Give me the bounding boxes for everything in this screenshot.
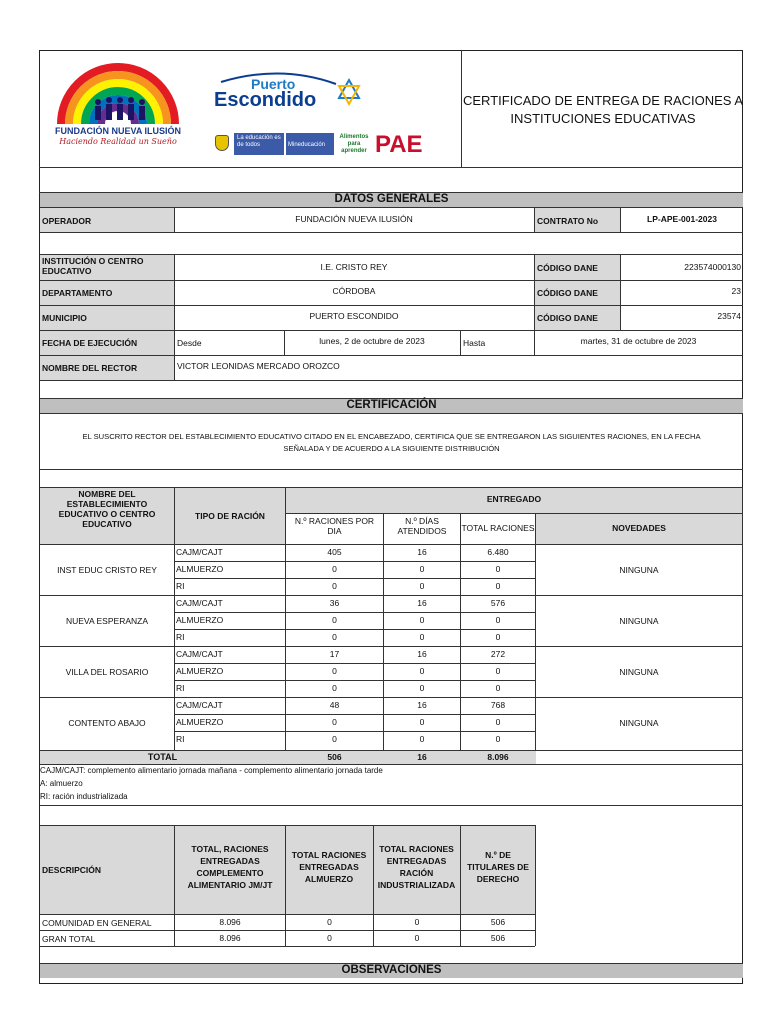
col-titulares: N.º DE TITULARES DE DERECHO: [467, 850, 529, 884]
puerto-escondido-logo: [211, 70, 371, 114]
contrato-value: LP-APE-001-2023: [647, 214, 717, 224]
row-separator: [175, 731, 535, 732]
establecimiento-name: VILLA DEL ROSARIO: [65, 667, 149, 677]
novedad-value: NINGUNA: [619, 565, 659, 575]
fundacion-logo: [53, 54, 183, 152]
row-separator: [175, 714, 535, 715]
col-tipo-racion: TIPO DE RACIÓN: [195, 511, 265, 521]
org-name: FUNDACIÓN NUEVA ILUSIÓN: [55, 126, 181, 136]
raciones-por-dia: 0: [332, 581, 337, 591]
tipo-racion: CAJM/CAJT: [176, 547, 223, 557]
institucion-label: INSTITUCIÓN O CENTRO EDUCATIVO: [42, 256, 144, 276]
raciones-por-dia: 0: [332, 666, 337, 676]
raciones-por-dia: 17: [329, 649, 340, 659]
header-bottom-line: [39, 167, 743, 168]
total-raciones-cell: 272: [490, 649, 506, 659]
desde-label: Desde: [177, 338, 202, 348]
codigo-dane-label-2: CÓDIGO DANE: [537, 288, 598, 298]
row-separator: [175, 578, 535, 579]
summary-desc-0: COMUNIDAD EN GENERAL: [42, 918, 152, 928]
alimentos-logo: Alimentos para aprender: [339, 134, 369, 154]
tipo-racion: CAJM/CAJT: [176, 649, 223, 659]
total-raciones-cell: 0: [495, 717, 501, 727]
rector-label: NOMBRE DEL RECTOR: [42, 363, 138, 373]
rainbow-icon: [53, 54, 183, 124]
colombia-shield-icon: [215, 135, 229, 151]
codigo-dane-label-3: CÓDIGO DANE: [537, 313, 598, 323]
row-separator: [175, 561, 535, 562]
codigo-dane-institucion: 223574000130: [684, 262, 741, 272]
total-raciones-cell: 6.480: [487, 547, 509, 557]
raciones-por-dia: 48: [329, 700, 340, 710]
mineducacion-text: Mineducación: [288, 142, 326, 148]
legend-line-3: RI: ración industrializada: [40, 792, 128, 801]
codigo-dane-label-1: CÓDIGO DANE: [537, 263, 598, 273]
doc-title-line1: CERTIFICADO DE ENTREGA DE RACIONES A: [463, 93, 744, 108]
dias-atendidos: 0: [419, 683, 425, 693]
row-separator: [175, 629, 535, 630]
row-separator: [175, 680, 535, 681]
establecimiento-name: INST EDUC CRISTO REY: [57, 565, 157, 575]
total-raciones-cell: 0: [495, 666, 501, 676]
legend-line-2: A: almuerzo: [40, 779, 83, 788]
col-total-raciones: TOTAL RACIONES: [461, 523, 535, 533]
summary-industrializada-1: 0: [414, 933, 420, 943]
org-tagline: Haciendo Realidad un Sueño: [59, 137, 177, 146]
desde-value: lunes, 2 de octubre de 2023: [319, 336, 425, 346]
codigo-dane-departamento: 23: [731, 286, 741, 296]
raciones-por-dia: 0: [332, 564, 337, 574]
group-separator: [40, 697, 743, 698]
col-establecimiento: NOMBRE DEL ESTABLECIMIENTO EDUCATIVO O CENTRO EDUCATIVO: [58, 489, 156, 529]
partner-logos: [211, 130, 431, 160]
col-entregado: ENTREGADO: [486, 494, 542, 504]
contrato-label: CONTRATO No: [537, 216, 599, 226]
operador-value: FUNDACIÓN NUEVA ILUSIÓN: [295, 214, 413, 224]
town-name-line2: Escondido: [214, 89, 317, 111]
dias-atendidos: 0: [419, 666, 425, 676]
total-label: TOTAL: [147, 752, 178, 762]
certificacion-text-line2: SEÑALADA Y DE ACUERDO A LA SIGUIENTE DISTRIBUCIÓN: [283, 444, 500, 453]
dias-atendidos: 16: [417, 700, 427, 710]
observaciones-header: OBSERVACIONES: [40, 964, 743, 978]
dias-atendidos: 16: [417, 547, 427, 557]
departamento-label: DEPARTAMENTO: [42, 288, 113, 298]
total-raciones-cell: 0: [495, 632, 501, 642]
group-separator: [40, 595, 743, 596]
total-por-dia: 506: [327, 752, 342, 762]
col-almuerzo: TOTAL RACIONES ENTREGADAS ALMUERZO: [291, 850, 367, 884]
row-separator: [175, 663, 535, 664]
dias-atendidos: 0: [419, 717, 425, 727]
summary-industrializada-0: 0: [414, 917, 420, 927]
legend-line-1: CAJM/CAJT: complemento alimentario jornada mañana - complemento alimentario jornada tarde: [40, 766, 383, 775]
fecha-label: FECHA DE EJECUCIÓN: [42, 338, 138, 348]
tipo-racion: RI: [176, 581, 185, 591]
raciones-por-dia: 0: [332, 734, 337, 744]
summary-almuerzo-1: 0: [327, 933, 332, 943]
town-name-line1: Puerto: [251, 76, 296, 92]
title-divider: [461, 50, 462, 167]
tipo-racion: RI: [176, 683, 185, 693]
total-raciones-cell: 768: [490, 700, 506, 710]
tipo-racion: CAJM/CAJT: [176, 598, 223, 608]
novedad-value: NINGUNA: [619, 718, 659, 728]
col-complemento: TOTAL, RACIONES ENTREGADAS COMPLEMENTO ALIMENTARIO JM/JT: [187, 844, 273, 890]
col-raciones-dia: N.º RACIONES POR DIA: [294, 516, 375, 536]
raciones-por-dia: 405: [327, 547, 342, 557]
raciones-por-dia: 36: [329, 598, 340, 608]
total-raciones-cell: 0: [495, 683, 501, 693]
total-dias: 16: [417, 752, 427, 762]
datos-generales-header: DATOS GENERALES: [40, 193, 743, 207]
summary-desc-1: GRAN TOTAL: [42, 934, 96, 944]
hasta-label: Hasta: [463, 338, 486, 348]
dias-atendidos: 16: [417, 649, 427, 659]
dias-atendidos: 0: [419, 581, 425, 591]
certificacion-text-line1: EL SUSCRITO RECTOR DEL ESTABLECIMIENTO EDUCATIVO CITADO EN EL ENCABEZADO, CERTIFICA QUE SE ENTREGARON LAS SIGUIENTES RACIONES, EN LA FECHA: [82, 432, 701, 441]
departamento-value: CÓRDOBA: [332, 286, 376, 296]
tipo-racion: ALMUERZO: [176, 666, 224, 676]
establecimiento-name: NUEVA ESPERANZA: [65, 616, 149, 626]
municipio-label: MUNICIPIO: [42, 313, 87, 323]
raciones-por-dia: 0: [332, 615, 337, 625]
header-section: [39, 50, 743, 167]
codigo-dane-municipio: 23574: [717, 311, 741, 321]
dias-atendidos: 0: [419, 615, 425, 625]
total-raciones-cell: 0: [495, 615, 501, 625]
tipo-racion: RI: [176, 632, 185, 642]
total-raciones-cell: 0: [495, 564, 501, 574]
dias-atendidos: 0: [419, 734, 425, 744]
dias-atendidos: 0: [419, 632, 425, 642]
operador-label: OPERADOR: [42, 216, 92, 226]
tipo-racion: ALMUERZO: [176, 564, 224, 574]
summary-titulares-1: 506: [490, 933, 506, 943]
establecimiento-name: CONTENTO ABAJO: [68, 718, 146, 728]
edu-text: La educación es de todos: [237, 135, 281, 148]
dias-atendidos: 16: [417, 598, 427, 608]
novedad-value: NINGUNA: [619, 616, 659, 626]
total-raciones-cell: 0: [495, 581, 501, 591]
tipo-racion: RI: [176, 734, 185, 744]
summary-complemento-1: 8.096: [219, 933, 241, 943]
rector-value: VICTOR LEONIDAS MERCADO OROZCO: [177, 361, 340, 371]
novedad-value: NINGUNA: [619, 667, 659, 677]
col-industrializada: TOTAL RACIONES ENTREGADAS RACIÓN INDUSTRIALIZADA: [377, 844, 456, 890]
certificacion-header: CERTIFICACIÓN: [40, 399, 743, 413]
doc-title-line2: INSTITUCIONES EDUCATIVAS: [510, 111, 696, 126]
col-descripcion: DESCRIPCIÓN: [42, 865, 102, 875]
tipo-racion: CAJM/CAJT: [176, 700, 223, 710]
raciones-por-dia: 0: [332, 632, 337, 642]
hasta-value: martes, 31 de octubre de 2023: [580, 336, 697, 346]
col-dias-atendidos: N.º DÍAS ATENDIDOS: [397, 516, 447, 536]
municipio-value: PUERTO ESCONDIDO: [309, 311, 399, 321]
row-separator: [175, 612, 535, 613]
tipo-racion: ALMUERZO: [176, 717, 224, 727]
summary-almuerzo-0: 0: [327, 917, 332, 927]
institucion-value: I.E. CRISTO REY: [320, 262, 388, 272]
group-separator: [40, 646, 743, 647]
tipo-racion: ALMUERZO: [176, 615, 224, 625]
summary-complemento-0: 8.096: [219, 917, 241, 927]
dias-atendidos: 0: [419, 564, 425, 574]
col-novedades: NOVEDADES: [612, 523, 666, 533]
raciones-por-dia: 0: [332, 717, 337, 727]
total-raciones-cell: 0: [495, 734, 501, 744]
total-raciones-cell: 576: [490, 598, 506, 608]
summary-titulares-0: 506: [490, 917, 506, 927]
raciones-por-dia: 0: [332, 683, 337, 693]
pae-logo: PAE: [375, 131, 423, 158]
total-raciones: 8.096: [487, 752, 509, 762]
